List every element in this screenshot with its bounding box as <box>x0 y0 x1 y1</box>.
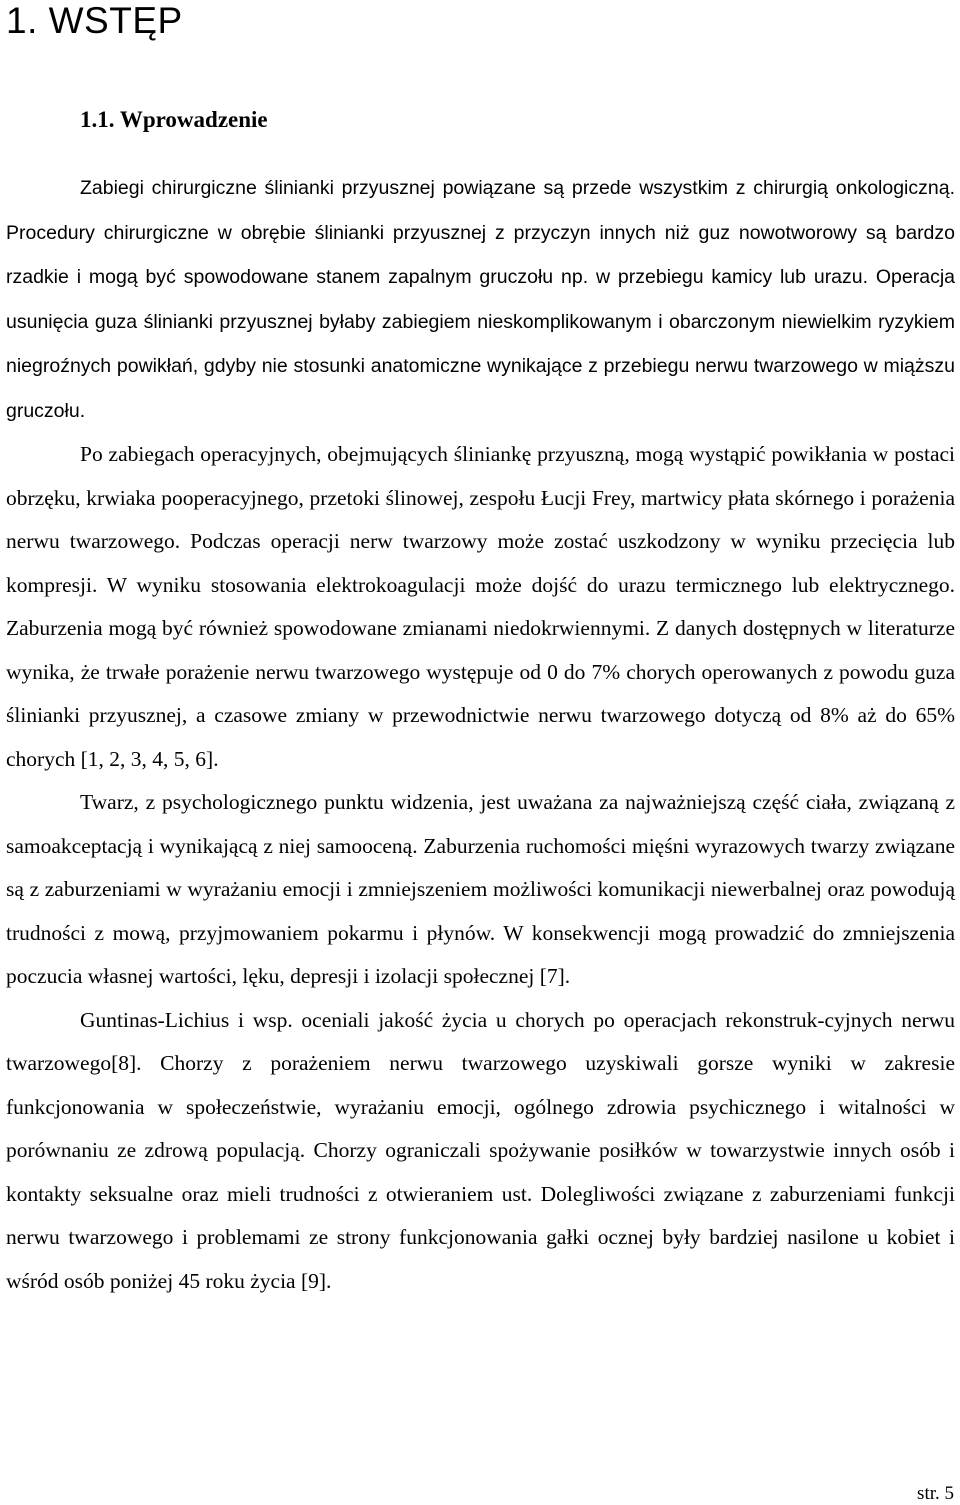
paragraph-1 <box>6 166 955 433</box>
chapter-heading: 1. WSTĘP <box>6 0 183 41</box>
page-number: str. 5 <box>917 1483 954 1504</box>
section-heading: 1.1. Wprowadzenie <box>80 107 268 132</box>
paragraph-1-part-a: Zabiegi chirurgiczne ślinianki przyusznej powiązane są przede wszystkim z chirurgią onkologiczną. Procedury chirurgiczne w obrębie ślinianki przyusznej z przyczyn innych niż guz nowotworowy są bardzo rzadkie i mogą być spowodowane stanem zapalnym gruczołu np. w przebiegu kamicy lub urazu. <box>6 177 955 288</box>
paragraph-4: Guntinas-Lichius i wsp. oceniali jakość życia u chorych po operacjach rekonstruk-cyjnych nerwu twarzowego[8]. Chorzy z porażeniem nerwu twarzowego uzyskiwali gorsze wyniki w zakresie funkcjonowania w społeczeństwie, wyrażaniu emocji, ogólnego zdrowia psychicznego i witalności w porównaniu ze zdrową populacją. Chorzy ograniczali spożywanie posiłków w towarzystwie innych osób i kontakty seksualne oraz mieli trudności z otwieraniem ust. Dolegliwości związane z zaburzeniami funkcji nerwu twarzowego i problemami ze strony funkcjonowania gałki ocznej były bardziej nasilone u kobiet i wśród osób poniżej 45 roku życia [9]. <box>6 1007 955 1293</box>
paragraph-1-part-b: Operacja usunięcia guza ślinianki przyusznej byłaby zabiegiem nieskomplikowanym i obarczonym niewielkim ryzykiem niegroźnych powikłań, gdyby nie stosunki anatomiczne wynikające z przebiegu nerwu twarzowego w miąższu gruczołu. <box>6 266 955 422</box>
paragraph-2: Po zabiegach operacyjnych, obejmujących śliniankę przyuszną, mogą wystąpić powikłania w postaci obrzęku, krwiaka pooperacyjnego, przetoki ślinowej, zespołu Łucji Frey, martwicy płata skórnego i porażenia nerwu twarzowego. Podczas operacji nerw twarzowy może zostać uszkodzony w wyniku przecięcia lub kompresji. W wyniku stosowania elektrokoagulacji może dojść do urazu termicznego lub elektrycznego. Zaburzenia mogą być również spowodowane zmianami niedokrwiennymi. Z danych dostępnych w literaturze wynika, że trwałe porażenie nerwu twarzowego występuje od 0 do 7% chorych operowanych z powodu guza ślinianki przyusznej, a czasowe zmiany w przewodnictwie nerwu twarzowego dotyczą od 8% aż do 65% chorych [1, 2, 3, 4, 5, 6]. <box>6 442 955 771</box>
paragraph-3: Twarz, z psychologicznego punktu widzenia, jest uważana za najważniejszą część ciała, związaną z samoakceptacją i wynikającą z niej samooceną. Zaburzenia ruchomości mięśni wyrazowych twarzy związane są z zaburzeniami w wyrażaniu emocji i zmniejszeniem możliwości komunikacji niewerbalnej oraz powodują trudności z mową, przyjmowaniem pokarmu i płynów. W konsekwencji mogą prowadzić do zmniejszenia poczucia własnej wartości, lęku, depresji i izolacji społecznej [7]. <box>6 790 955 988</box>
body-text <box>6 166 955 1303</box>
